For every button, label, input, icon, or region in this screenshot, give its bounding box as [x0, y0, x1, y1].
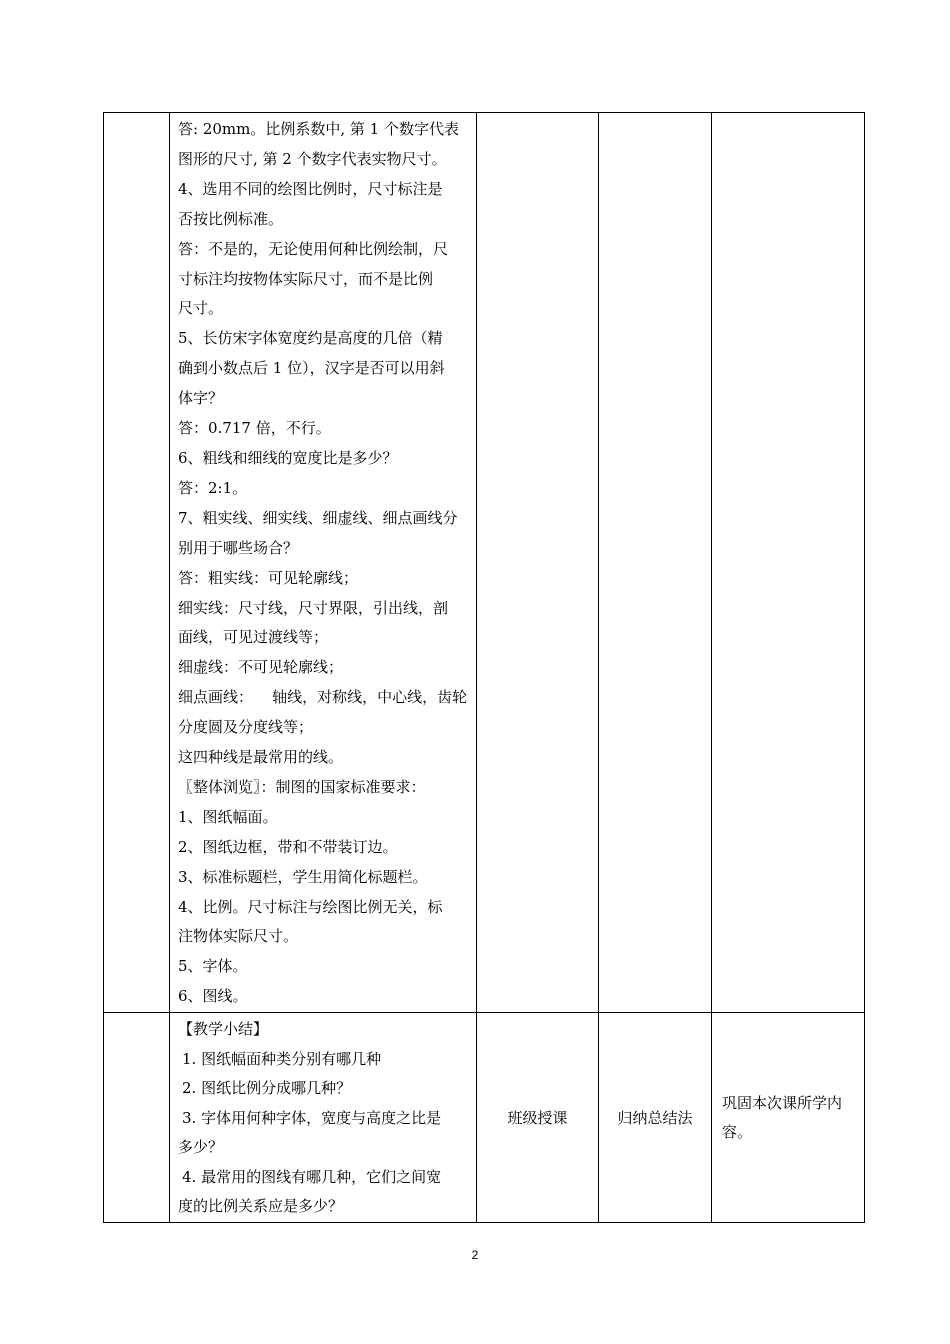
organization-cell: 班级授课: [477, 1013, 599, 1223]
content-line: 答：2:1。: [178, 478, 248, 497]
summary-text: [170, 1013, 476, 1222]
page-number: 2: [471, 1248, 479, 1262]
content-line: 答：粗实线：可见轮廓线；: [178, 568, 359, 587]
content-line: 别用于哪些场合？: [178, 538, 299, 557]
content-line: 细点画线： 轴线，对称线，中心线，齿轮: [178, 688, 468, 707]
empty-cell: [104, 113, 170, 1013]
content-line: 1、图纸幅面。: [178, 807, 278, 826]
content-line: 细实线：尺寸线，尺寸界限，引出线，剖: [178, 598, 449, 617]
content-line: 体字？: [178, 389, 224, 408]
content-line: 确到小数点后 1 位），汉字是否可以用斜: [178, 359, 445, 378]
empty-cell: [477, 113, 599, 1013]
content-line: 寸标注均按物体实际尺寸，而不是比例: [178, 269, 434, 288]
empty-cell: [599, 113, 712, 1013]
content-line: 答: 20mm。比例系数中, 第 1 个数字代表: [178, 120, 459, 138]
content-line: 细虚线：不可见轮廓线；: [178, 658, 344, 677]
content-line: 〖整体浏览〗：制图的国家标准要求：: [178, 777, 426, 796]
content-line: 5、字体。: [178, 957, 248, 976]
purpose-cell: 巩固本次课所学内容。: [712, 1013, 865, 1223]
summary-heading: 【教学小结】: [178, 1020, 269, 1039]
content-line: 尺寸。: [178, 299, 224, 318]
content-line: 答：不是的，无论使用何种比例绘制，尺: [178, 239, 449, 258]
content-text: [170, 113, 476, 1012]
empty-cell: [104, 1013, 170, 1223]
content-line: 图形的尺寸, 第 2 个数字代表实物尺寸。: [178, 149, 447, 168]
content-line: 2、图纸边框，带和不带装订边。: [178, 837, 398, 856]
content-line: 面线，可见过渡线等；: [178, 628, 329, 647]
content-line: 这四种线是最常用的线。: [178, 748, 344, 767]
content-line: 6、粗线和细线的宽度比是多少？: [178, 448, 398, 467]
lesson-plan-table: [103, 112, 865, 1223]
content-line: 4、比例。尺寸标注与绘图比例无关，标: [178, 897, 443, 916]
summary-line: 度的比例关系应是多少？: [178, 1197, 344, 1216]
table-row: [104, 113, 865, 1013]
summary-line: 1. 图纸幅面种类分别有哪几种: [182, 1049, 382, 1068]
content-line: 3、标准标题栏，学生用简化标题栏。: [178, 867, 428, 886]
summary-line: 4. 最常用的图线有哪几种，它们之间宽: [182, 1167, 442, 1186]
summary-line: 多少？: [178, 1138, 224, 1157]
content-cell: [170, 113, 477, 1013]
content-line: 注物体实际尺寸。: [178, 927, 299, 946]
content-line: 答：0.717 倍，不行。: [178, 419, 331, 438]
content-line: 7、粗实线、细实线、细虚线、细点画线分: [178, 508, 458, 527]
empty-cell: [712, 113, 865, 1013]
summary-cell: [170, 1013, 477, 1223]
content-line: 4、选用不同的绘图比例时，尺寸标注是: [178, 179, 443, 198]
content-line: 6、图线。: [178, 987, 248, 1006]
table-row: [104, 1013, 865, 1223]
content-line: 5、长仿宋字体宽度约是高度的几倍（精: [178, 329, 443, 348]
summary-line: 3. 字体用何种字体，宽度与高度之比是: [182, 1108, 442, 1127]
content-line: 分度圆及分度线等；: [178, 718, 314, 737]
method-cell: 归纳总结法: [599, 1013, 712, 1223]
content-line: 否按比例标准。: [178, 209, 284, 228]
summary-line: 2. 图纸比例分成哪几种？: [182, 1079, 352, 1098]
